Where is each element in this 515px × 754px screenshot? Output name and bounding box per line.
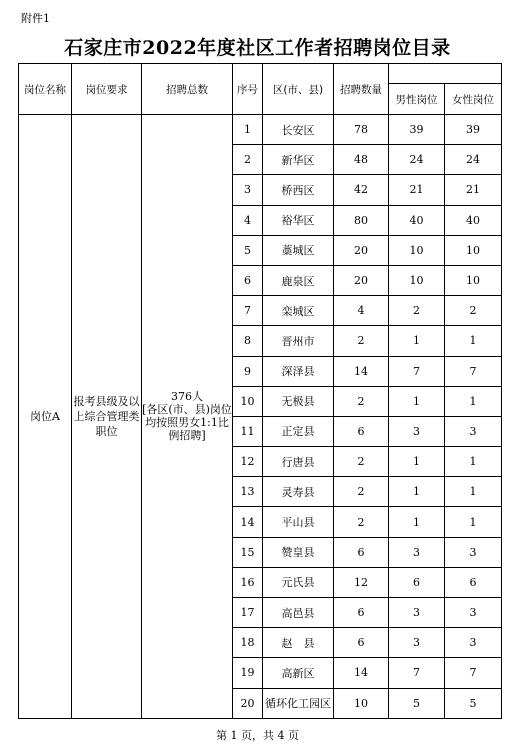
male-count-cell: 1 [389,386,445,416]
seq-cell: 14 [233,507,263,537]
recruit-count-cell: 14 [334,658,389,688]
male-count-cell: 24 [389,145,445,175]
header-seq: 序号 [233,64,263,115]
district-cell: 藁城区 [263,235,334,265]
female-count-cell: 1 [445,447,502,477]
header-position-name: 岗位名称 [19,64,72,115]
district-cell: 高邑县 [263,598,334,628]
male-count-cell: 1 [389,507,445,537]
document-title: 石家庄市2022年度社区工作者招聘岗位目录 [64,37,451,59]
female-count-cell: 21 [445,175,502,205]
seq-cell: 1 [233,115,263,145]
male-count-cell: 3 [389,598,445,628]
seq-cell: 2 [233,145,263,175]
district-cell: 循环化工园区 [263,688,334,718]
district-cell: 赞皇县 [263,537,334,567]
district-cell: 无极县 [263,386,334,416]
female-count-cell: 3 [445,537,502,567]
header-district: 区(市、县) [263,64,334,115]
district-cell: 行唐县 [263,447,334,477]
seq-cell: 13 [233,477,263,507]
seq-cell: 3 [233,175,263,205]
position-name-cell: 岗位A [19,115,72,719]
male-count-cell: 7 [389,658,445,688]
female-count-cell: 3 [445,598,502,628]
recruit-count-cell: 2 [334,507,389,537]
male-count-cell: 21 [389,175,445,205]
female-count-cell: 7 [445,356,502,386]
female-count-cell: 6 [445,567,502,597]
page-footer: 第 1 页，共 4 页 [216,729,299,742]
recruit-count-cell: 4 [334,296,389,326]
district-cell: 栾城区 [263,296,334,326]
male-count-cell: 6 [389,567,445,597]
seq-cell: 10 [233,386,263,416]
seq-cell: 12 [233,447,263,477]
recruit-count-cell: 6 [334,628,389,658]
district-cell: 元氏县 [263,567,334,597]
recruit-count-cell: 6 [334,416,389,446]
female-count-cell: 24 [445,145,502,175]
female-count-cell: 1 [445,386,502,416]
male-count-cell: 2 [389,296,445,326]
seq-cell: 18 [233,628,263,658]
district-cell: 新华区 [263,145,334,175]
position-requirement-cell: 报考县级及以上综合管理类职位 [72,115,142,719]
male-count-cell: 1 [389,477,445,507]
male-count-cell: 3 [389,416,445,446]
total-recruit-count: 376人 [171,390,203,404]
female-count-cell: 10 [445,265,502,295]
seq-cell: 16 [233,567,263,597]
seq-cell: 8 [233,326,263,356]
female-count-cell: 3 [445,628,502,658]
table-row [19,115,502,145]
recruit-count-cell: 6 [334,598,389,628]
total-recruit-note: [各区(市、县)岗位均按照男女1:1比例招聘] [142,403,232,443]
attachment-label: 附件1 [21,12,50,25]
recruit-count-cell: 20 [334,265,389,295]
male-count-cell: 7 [389,356,445,386]
male-count-cell: 3 [389,628,445,658]
seq-cell: 6 [233,265,263,295]
district-cell: 鹿泉区 [263,265,334,295]
male-count-cell: 3 [389,537,445,567]
male-count-cell: 10 [389,235,445,265]
male-count-cell: 5 [389,688,445,718]
seq-cell: 7 [233,296,263,326]
male-count-cell: 40 [389,205,445,235]
district-cell: 晋州市 [263,326,334,356]
male-count-cell: 10 [389,265,445,295]
header-gender-group [389,64,502,84]
district-cell: 平山县 [263,507,334,537]
district-cell: 深泽县 [263,356,334,386]
seq-cell: 4 [233,205,263,235]
female-count-cell: 2 [445,296,502,326]
header-position-requirement: 岗位要求 [72,64,142,115]
table-body [19,115,502,719]
recruit-count-cell: 2 [334,447,389,477]
recruit-count-cell: 10 [334,688,389,718]
district-cell: 长安区 [263,115,334,145]
female-count-cell: 1 [445,507,502,537]
seq-cell: 9 [233,356,263,386]
header-female: 女性岗位 [445,84,502,115]
seq-cell: 11 [233,416,263,446]
district-cell: 桥西区 [263,175,334,205]
female-count-cell: 3 [445,416,502,446]
recruit-count-cell: 78 [334,115,389,145]
header-male: 男性岗位 [389,84,445,115]
recruit-count-cell: 6 [334,537,389,567]
district-cell: 赵 县 [263,628,334,658]
district-cell: 裕华区 [263,205,334,235]
recruit-count-cell: 14 [334,356,389,386]
female-count-cell: 5 [445,688,502,718]
seq-cell: 19 [233,658,263,688]
female-count-cell: 1 [445,477,502,507]
male-count-cell: 39 [389,115,445,145]
recruit-count-cell: 20 [334,235,389,265]
male-count-cell: 1 [389,447,445,477]
total-recruit-cell [142,115,233,719]
seq-cell: 20 [233,688,263,718]
recruitment-table [18,63,502,719]
district-cell: 高新区 [263,658,334,688]
female-count-cell: 10 [445,235,502,265]
seq-cell: 15 [233,537,263,567]
recruit-count-cell: 2 [334,477,389,507]
female-count-cell: 1 [445,326,502,356]
header-recruit-count: 招聘数量 [334,64,389,115]
seq-cell: 17 [233,598,263,628]
female-count-cell: 40 [445,205,502,235]
seq-cell: 5 [233,235,263,265]
male-count-cell: 1 [389,326,445,356]
recruit-count-cell: 48 [334,145,389,175]
recruit-count-cell: 2 [334,386,389,416]
recruit-count-cell: 2 [334,326,389,356]
female-count-cell: 39 [445,115,502,145]
district-cell: 灵寿县 [263,477,334,507]
recruit-count-cell: 42 [334,175,389,205]
district-cell: 正定县 [263,416,334,446]
recruit-count-cell: 80 [334,205,389,235]
recruit-count-cell: 12 [334,567,389,597]
female-count-cell: 7 [445,658,502,688]
header-total-recruit: 招聘总数 [142,64,233,115]
